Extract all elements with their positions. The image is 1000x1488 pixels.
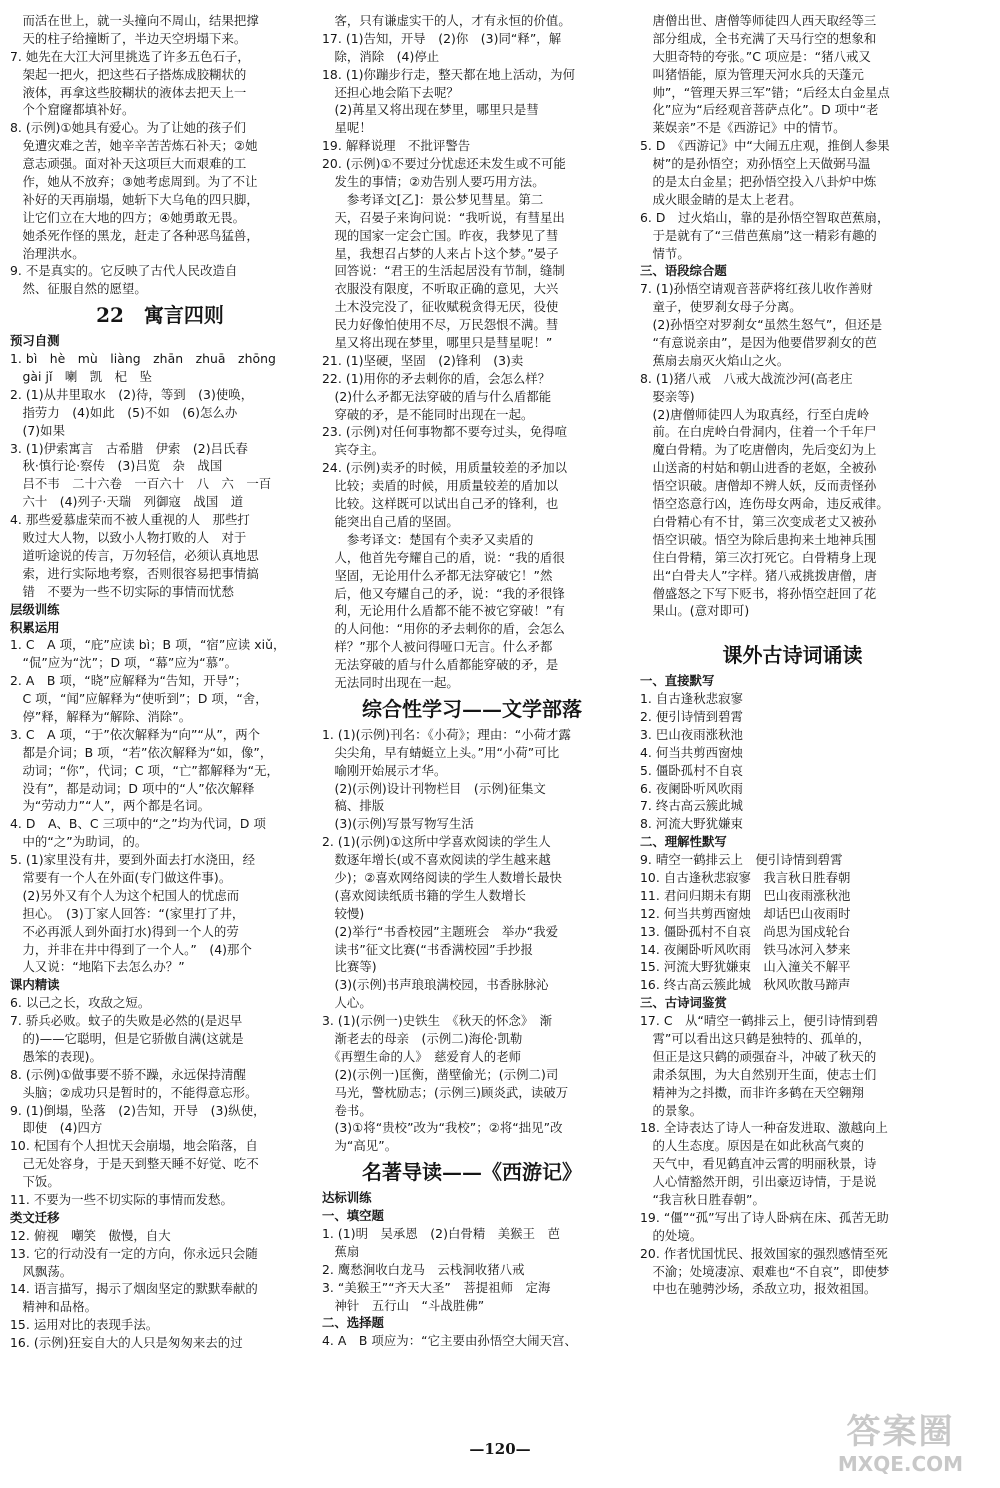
text-line: 比较。这样既可以试出自己矛的锋利，也: [322, 496, 559, 512]
text-line: 让它们立在大地的四方；④她勇敢无畏。: [10, 209, 246, 225]
text-line: 但正是这只鹤的顽强奋斗，冲破了秋天的: [640, 1048, 877, 1064]
text-line: 客，只有谦虚实干的人，才有永恒的价值。: [322, 13, 571, 28]
text-line: 成火眼金睛的是太上老君。: [640, 191, 802, 207]
text-line: [640, 620, 945, 638]
text-line: 4. 那些爱慕虚荣而不被人重视的人 那些打: [10, 512, 250, 528]
text-line: 8. (示例)①她具有爱心。为了让她的孩子们: [10, 120, 246, 136]
text-line: 不必再派人到外面打水)得到一个人的劳: [10, 923, 239, 939]
text-line: 意志顽强。面对补天这项巨大而艰难的工: [10, 156, 247, 172]
text-line: 前。在白虎岭白骨洞内，住着一个千年尸: [640, 424, 877, 440]
text-line: 24. (示例)卖矛的时候，用质量较差的矛加以: [322, 460, 568, 476]
subsection-label: 二、选择题: [322, 1315, 384, 1331]
text-line: 情节。: [640, 245, 690, 261]
text-line: 后，他又夸耀自己的矛，说：“我的矛很锋: [322, 585, 565, 601]
text-line: 吕不韦 二十六卷 一百六十 八 六 一百: [10, 476, 272, 492]
text-line: 3. (1)(示例一)史铁生 《秋天的怀念》 渐: [322, 1013, 553, 1029]
text-line: (2)孙悟空对罗刹女“虽然生怒气”，但还是: [640, 317, 883, 333]
text-line: 2. (1)从井里取水 (2)待，等到 (3)使唤，: [10, 386, 254, 402]
text-line: 比赛等): [322, 959, 377, 975]
text-line: 化”应为“后经观音菩萨点化”。D 项中“老: [640, 102, 879, 118]
text-line: 15. 河流大野犹嫌束 山入潼关不解平: [640, 959, 851, 975]
text-line: 中的“之”为助词，的。: [10, 834, 148, 850]
section-heading: 22 寓言四则: [96, 303, 224, 328]
subsection-label: 预习自测: [10, 333, 60, 349]
text-line: 蕉扇: [322, 1243, 360, 1259]
text-line: 土木没完没了，征收赋税贪得无厌，役使: [322, 299, 559, 315]
text-line: 1. (1)(示例)刊名：《小荷》；理由：“小荷才露: [322, 726, 571, 742]
text-line: 果山。(意对即可): [640, 603, 750, 619]
text-line: 衣服没有限度，不听取正确的意见，大兴: [322, 281, 559, 297]
text-line: 为“高见”。: [322, 1138, 398, 1154]
text-line: 的)——它聪明，但是它骄傲自满(这就是: [10, 1030, 244, 1046]
text-line: 不渝；处境凄凉、艰难也“不自哀”，即使梦: [640, 1263, 890, 1279]
text-line: 11. 不要为一些不切实际的事情而发愁。: [10, 1192, 233, 1207]
text-line: 发生的事情；②劝告别人要巧用方法。: [322, 174, 545, 190]
text-line: 部分组成，全书充满了天马行空的想象和: [640, 30, 877, 46]
text-line: 2. 便引诗情到碧霄: [640, 708, 743, 724]
text-line: 2. (1)(示例)①这所中学喜欢阅读的学生人: [322, 834, 551, 850]
text-line: 现的国家一定会亡国。昨夜，我梦见了彗: [322, 227, 559, 243]
text-line: “侃”应为“沈”；D 项，“幕”应为“慕”。: [10, 655, 238, 671]
text-line: 6. 夜阑卧听风吹雨: [640, 780, 743, 796]
text-line: 山送斋的村姑和朝山进香的老妪，全被孙: [640, 460, 877, 476]
subsection-label: 课内精读: [10, 977, 60, 993]
text-line: 头脑；②成功只是暂时的，不能得意忘形。: [10, 1084, 258, 1100]
text-line: 尖尖角，早有蜻蜓立上头。”用“小荷”可比: [322, 744, 560, 760]
subsection-label: 一、填空题: [322, 1208, 384, 1224]
text-line: 停”释，解释为“解除、消除”。: [10, 708, 192, 724]
text-line: 无法穿破的盾与什么盾都能穿破的矛，是: [322, 657, 559, 673]
text-line: 8. (1)猪八戒 八戒大战流沙河(高老庄: [640, 370, 853, 386]
text-line: 人又说：“地陷下去怎么办？”: [10, 959, 185, 975]
text-line: 白骨精心有不甘，第三次变成老丈又被孙: [640, 513, 877, 529]
text-line: 13. 它的行动没有一定的方向，你永远只会随: [10, 1245, 258, 1261]
text-line: 卷书。: [322, 1102, 372, 1118]
text-line: (3)①将“贵校”改为“我校”；②将“拙见”改: [322, 1120, 563, 1136]
text-line: 12. 何当共剪西窗烛 却话巴山夜雨时: [640, 905, 851, 921]
text-line: 星呢！: [322, 120, 372, 136]
text-line: (2)(示例)设计刊物栏目 (示例)征集文: [322, 780, 546, 796]
watermark-logo: [813, 1412, 988, 1484]
text-line: 悟空恣意行凶，连伤母女两命，违反戒律。: [640, 496, 889, 512]
watermark-brand: 答案圈: [846, 1412, 955, 1452]
text-line: gài jǐ 喇 凯 杞 坠: [10, 369, 152, 385]
text-line: 没有”，都是动词；D 项中的“人”依次解释: [10, 780, 255, 796]
text-line: 马光，警枕励志；(示例三)顾炎武，读破万: [322, 1084, 569, 1100]
text-line: 22. (1)用你的矛去刺你的盾，会怎么样？: [322, 370, 551, 386]
text-line: 稿、排版: [322, 798, 385, 814]
section-heading: 综合性学习——文学部落: [362, 696, 582, 721]
text-line: 天，召晏子来询问说：“我听说，有彗星出: [322, 209, 565, 225]
text-line: 少)；②喜欢网络阅读的学生人数增长最快: [322, 869, 562, 885]
text-line: 悟空识破。唐僧却不辨人妖，反而责怪孙: [640, 478, 877, 494]
text-line: 2. 鹰愁涧收白龙马 云栈洞收猪八戒: [322, 1261, 525, 1277]
text-line: 免遭灾难之苦，她辛辛苦苦炼石补天；②她: [10, 138, 258, 154]
text-line: 19. “僵”“孤”写出了诗人卧病在床、孤苦无助: [640, 1209, 889, 1225]
text-line: 4. A B 项应为：“它主要由孙悟空大闹天宫、: [322, 1333, 577, 1349]
text-line: 7. 终古高云簇此城: [640, 798, 743, 814]
text-line: 6. D 过火焰山，靠的是孙悟空智取芭蕉扇，: [640, 209, 890, 225]
watermark-site: MXQE.COM: [837, 1452, 964, 1476]
text-line: (7)如果: [10, 422, 66, 438]
text-line: 都是介词；B 项，“若”依次解释为“如，像”，: [10, 744, 273, 760]
text-line: 数逐年增长(或不喜欢阅读的学生越来越: [322, 852, 551, 868]
page-number: —120—: [469, 1440, 531, 1458]
text-line: 神针 五行山 “斗战胜佛”: [322, 1297, 485, 1313]
text-line: 而活在世上，就一头撞向不周山，结果把撑: [10, 13, 259, 28]
text-line: 渐老去的母亲 (示例二)海伦·凯勒: [322, 1030, 523, 1046]
text-line: 秋·慎行论·察传 (3)吕览 杂 战国: [10, 458, 223, 474]
text-line: 20. (示例)①不要过分忧虑还未发生或不可能: [322, 156, 566, 172]
text-line: 她杀死作怪的黑龙，赶走了各种恶鸟猛兽，: [10, 227, 259, 243]
text-line: 5. D 《西游记》中“大闹五庄观，推倒人参果: [640, 138, 890, 154]
text-line: 9. (1)倒塌，坠落 (2)告知，开导 (3)纵使，: [10, 1102, 266, 1118]
text-line: 败过大人物，以致小人物打败的人 对于: [10, 530, 247, 546]
text-line: 7. 骄兵必败。蚊子的失败是必然的(是迟早: [10, 1013, 243, 1029]
column-1: [10, 12, 310, 1352]
text-line: (2)什么矛都无法穿破的盾与什么盾都能: [322, 388, 552, 404]
text-line: 僧盛怒之下写下贬书，将孙悟空赶回了花: [640, 585, 877, 601]
text-line: 的人生态度。原因是在如此秋高气爽的: [640, 1138, 864, 1154]
text-line: 20. 作者忧国忧民、报效国家的强烈感情至死: [640, 1245, 888, 1261]
text-line: 10. 杞国有个人担忧天会崩塌，地会陷落，自: [10, 1138, 258, 1154]
text-line: 常要有一个人在外面(专门做这件事)。: [10, 869, 232, 885]
text-line: 3. “美猴王”“齐天大圣” 菩提祖师 定海: [322, 1279, 551, 1295]
text-line: 喻刚开始展示才华。: [322, 762, 447, 778]
text-line: 为“劳动力”“人”，两个都是名词。: [10, 798, 211, 814]
text-line: 8. (示例)①做事要不骄不躁，永远保持清醒: [10, 1066, 246, 1082]
text-line: 树”的是孙悟空；劝孙悟空上天做弼马温: [640, 156, 871, 172]
text-line: 动词；“你”，代词；C 项，“亡”都解释为“无，: [10, 762, 279, 778]
text-line: 6. 以己之长，攻敌之短。: [10, 995, 151, 1011]
text-line: 人心。: [322, 995, 372, 1011]
text-line: 比较；卖盾的时候，用质量较差的盾加以: [322, 478, 559, 494]
subsection-label: 积累运用: [10, 619, 60, 635]
text-line: 14. 语言描写，揭示了烟囱坚定的默默奉献的: [10, 1281, 258, 1297]
text-line: C 项，“闻”应解释为“使听到”；D 项，“舍，: [10, 691, 268, 707]
text-line: 的景象。: [640, 1102, 703, 1118]
text-line: 然、征服自然的愿望。: [10, 281, 147, 297]
text-line: 肃杀氛围，为大自然别开生面，使志士们: [640, 1066, 877, 1082]
text-line: 担心。 (3)丁家人回答：“(家里打了井，: [10, 905, 245, 921]
text-line: 3. 巴山夜雨涨秋池: [640, 726, 743, 742]
text-line: 架起一把火，把这些石子搭炼成胶糊状的: [10, 66, 247, 82]
text-line: 9. 晴空一鹤排云上 便引诗情到碧霄: [640, 852, 843, 868]
text-line: 的处境。: [640, 1227, 703, 1243]
text-line: 力，并非在井中得到了一个人。” (4)那个: [10, 941, 252, 957]
text-line: 精神和品格。: [10, 1299, 98, 1315]
text-line: 2. A B 项，“晓”应解释为“告知，开导”；: [10, 673, 248, 689]
text-line: 愚笨的表现)。: [10, 1048, 102, 1064]
text-line: 4. D A、B、C 三项中的“之”均为代词，D 项: [10, 816, 266, 832]
text-line: 治理洪水。: [10, 245, 85, 261]
column-2: [322, 12, 622, 1350]
subsection-label: 二、理解性默写: [640, 834, 727, 850]
text-line: 5. (1)家里没有井，要到外面去打水浇田，经: [10, 852, 256, 868]
text-line: 错 不要为一些不切实际的事情而忧愁: [10, 583, 234, 599]
text-line: 7. (1)孙悟空请观音菩萨将红孩儿收作善财: [640, 281, 873, 297]
text-line: 16. 终古高云簇此城 秋风吹散马蹄声: [640, 977, 851, 993]
text-line: 天气中，看见鹤直冲云霄的明丽秋景，诗: [640, 1156, 877, 1172]
text-line: 18. 全诗表达了诗人一种奋发进取、激越向上: [640, 1120, 888, 1136]
text-line: 的人问他：“用你的矛去刺你的盾，会怎么: [322, 621, 565, 637]
text-line: 23. (示例)对任何事物都不要夸过头，免得喧: [322, 424, 568, 440]
text-line: 14. 夜阑卧听风吹雨 铁马冰河入梦来: [640, 941, 851, 957]
text-line: 样？”那个人被问得哑口无言。什么矛都: [322, 639, 553, 655]
text-line: (2)举行“书香校园”主题班会 举办“我爱: [322, 923, 559, 939]
subsection-label: 达标训练: [322, 1190, 372, 1206]
text-line: 回答说：“君王的生活起居没有节制，缝制: [322, 263, 565, 279]
text-line: (2)另外又有个人为这个杞国人的忧虑而: [10, 887, 240, 903]
subsection-label: 三、语段综合题: [640, 263, 727, 279]
text-line: 中也在驰骋沙场，杀敌立功，报效祖国。: [640, 1281, 877, 1297]
text-line: 下饭。: [10, 1174, 60, 1190]
text-line: 娶亲等): [640, 388, 695, 404]
text-line: (喜欢阅读纸质书籍的学生人数增长: [322, 887, 526, 903]
text-line: 3. C A 项，“于”依次解释为“向”“从”，两个: [10, 726, 261, 742]
subsection-label: 层级训练: [10, 601, 60, 617]
text-line: 于是就有了“三借芭蕉扇”这一精彩有趣的: [640, 227, 877, 243]
text-line: 10. 自古逢秋悲寂寥 我言秋日胜春朝: [640, 869, 851, 885]
text-line: 民力好像怕使用不尽，万民怨恨不满。彗: [322, 317, 559, 333]
text-line: 无法同时出现在一起。: [322, 674, 459, 690]
section-heading: 名著导读——《西游记》: [362, 1160, 582, 1185]
text-line: 《再塑生命的人》 慈爱育人的老师: [322, 1048, 522, 1064]
text-line: 13. 僵卧孤村不自哀 尚思为国戍轮台: [640, 923, 851, 939]
text-line: (2)苒星又将出现在梦里，哪里只是彗: [322, 102, 539, 118]
text-line: 参考译文：楚国有个卖矛又卖盾的: [322, 531, 534, 547]
text-line: 童子，使罗刹女母子分离。: [640, 299, 802, 315]
text-line: “有意说亲由”，是因为他要借罗刹女的芭: [640, 335, 877, 351]
subsection-label: 一、直接默写: [640, 673, 715, 689]
text-line: 穿破的矛，是不能同时出现在一起。: [322, 406, 534, 422]
text-line: 蕉扇去扇灭火焰山之火。: [640, 352, 790, 368]
text-line: 19. 解释说理 不批评警告: [322, 138, 471, 154]
text-line: 4. 何当共剪西窗烛: [640, 744, 743, 760]
text-line: 8. 河流大野犹嫌束: [640, 816, 743, 832]
text-line: (2)唐僧师徒四人为取真经，行至白虎岭: [640, 406, 870, 422]
text-line: (3)(示例)书声琅琅满校园，书香脉脉沁: [322, 977, 549, 993]
text-line: 1. bì hè mù liàng zhān zhuā zhōng: [10, 351, 276, 367]
text-line: 作，她从不放弃；③她考虑周到。为了不让: [10, 174, 258, 190]
text-line: 读书”征文比赛(“书香满校园”手抄报: [322, 941, 533, 957]
text-line: 莱娱亲”不是《西游记》中的情节。: [640, 120, 846, 136]
text-line: 霄”可以看出这只鹤是独特的、孤单的，: [640, 1030, 871, 1046]
text-line: 3. (1)伊索寓言 古希腊 伊索 (2)吕氏春: [10, 440, 248, 456]
text-line: 较慢): [322, 905, 365, 921]
text-line: 人心情豁然开朗，引出豪迈诗情，于是说: [640, 1174, 877, 1190]
text-line: 9. 不是真实的。它反映了古代人民改造自: [10, 263, 238, 279]
text-line: 叫猪悟能，原为管理天河水兵的天蓬元: [640, 66, 864, 82]
text-line: 星又将出现在梦里，哪里只是彗星呢！”: [322, 335, 553, 351]
text-line: 星，我想召占梦的人来占卜这个梦。”晏子: [322, 245, 559, 261]
text-line: 液体，再拿这些胶糊状的液体去把天上一: [10, 84, 247, 100]
text-line: 风飘荡。: [10, 1263, 73, 1279]
text-line: 利，无论用什么盾都不能不被它穿破！”有: [322, 603, 565, 619]
text-line: 12. 俯视 嘲笑 傲慢，自大: [10, 1227, 171, 1243]
text-line: 7. 她先在大江大河里挑选了许多五色石子，: [10, 48, 250, 64]
text-line: 悟空识破。悟空为除后患拘来土地神兵围: [640, 531, 877, 547]
text-line: 精神为之抖擞，而非许多鹤在天空翱翔: [640, 1084, 864, 1100]
text-line: 16. (示例)狂妄自大的人只是匆匆来去的过: [10, 1335, 243, 1351]
text-line: 18. (1)你蹦步行走，整天都在地上活动，为何: [322, 66, 576, 82]
text-line: 宾夺主。: [322, 442, 385, 458]
text-line: 还担心地会陷下去呢？: [322, 84, 459, 100]
text-line: 15. 运用对比的表现手法。: [10, 1317, 159, 1333]
text-line: 唐僧出世、唐僧等师徒四人西天取经等三: [640, 13, 877, 28]
text-line: 帅”，“管理天界三军”错；“后经太白金星点: [640, 84, 890, 100]
text-line: 个个窟窿都填补好。: [10, 102, 135, 118]
text-line: 六十 (4)列子·天瑞 列御寇 战国 道: [10, 494, 244, 510]
text-line: 己无处容身，于是天到整天睡不好觉、吃不: [10, 1156, 259, 1172]
text-line: 即使 (4)四方: [10, 1120, 103, 1136]
text-line: 出“白骨夫人”字样。猪八戒挑拨唐僧，唐: [640, 567, 877, 583]
text-line: 天的柱子给撞断了，半边天空坍塌下来。: [10, 30, 247, 46]
subsection-label: 类文迁移: [10, 1209, 60, 1225]
text-line: 道听途说的传言，万勿轻信，必须认真地思: [10, 547, 259, 563]
text-line: 大胆奇特的夸张。”C 项应是：“猪八戒又: [640, 48, 871, 64]
subsection-label: 三、古诗词鉴赏: [640, 995, 727, 1011]
text-line: 人，他首先夸耀自己的盾，说：“我的盾很: [322, 549, 565, 565]
text-line: (3)(示例)写景写物写生活: [322, 816, 474, 832]
text-line: 21. (1)坚硬，坚固 (2)锋利 (3)卖: [322, 352, 524, 368]
text-line: 魔白骨精。为了吃唐僧肉，先后变幻为上: [640, 442, 877, 458]
text-line: 1. 自古逢秋悲寂寥: [640, 691, 743, 707]
section-heading: 课外古诗词诵读: [722, 643, 863, 668]
column-3: [640, 12, 945, 1298]
text-line: 坚固，无论用什么矛都无法穿破它！”然: [322, 567, 553, 583]
text-line: 17. (1)告知，开导 (2)你 (3)同“释”，解: [322, 30, 562, 46]
text-line: 补好的天再崩塌，她斩下大乌龟的四只脚，: [10, 191, 259, 207]
text-line: 除，消除 (4)停止: [322, 48, 440, 64]
text-line: 住白骨精，第三次打死它。白骨精身上现: [640, 549, 877, 565]
text-line: (2)(示例一)匡衡，凿壁偷光；(示例二)司: [322, 1066, 559, 1082]
text-line: 1. C A 项，“庇”应读 bì；B 项，“宿”应读 xiǔ，: [10, 637, 286, 653]
text-line: 指劳力 (4)如此 (5)不如 (6)怎么办: [10, 404, 238, 420]
text-line: “我言秋日胜春朝”。: [640, 1192, 765, 1207]
text-line: 17. C 从“晴空一鹤排云上，便引诗情到碧: [640, 1013, 879, 1029]
text-line: 1. (1)明 吴承恩 (2)白骨精 美猴王 芭: [322, 1226, 560, 1241]
text-line: 参考译文[乙]：景公梦见彗星。第二: [322, 191, 544, 207]
text-line: 索，进行实际地考察，否则很容易把事情搞: [10, 565, 259, 581]
text-line: 5. 僵卧孤村不自哀: [640, 762, 743, 778]
text-line: 11. 君问归期未有期 巴山夜雨涨秋池: [640, 887, 851, 903]
text-line: 能突出自己盾的坚固。: [322, 513, 459, 529]
text-line: 的是太白金星；把孙悟空投入八卦炉中炼: [640, 174, 877, 190]
